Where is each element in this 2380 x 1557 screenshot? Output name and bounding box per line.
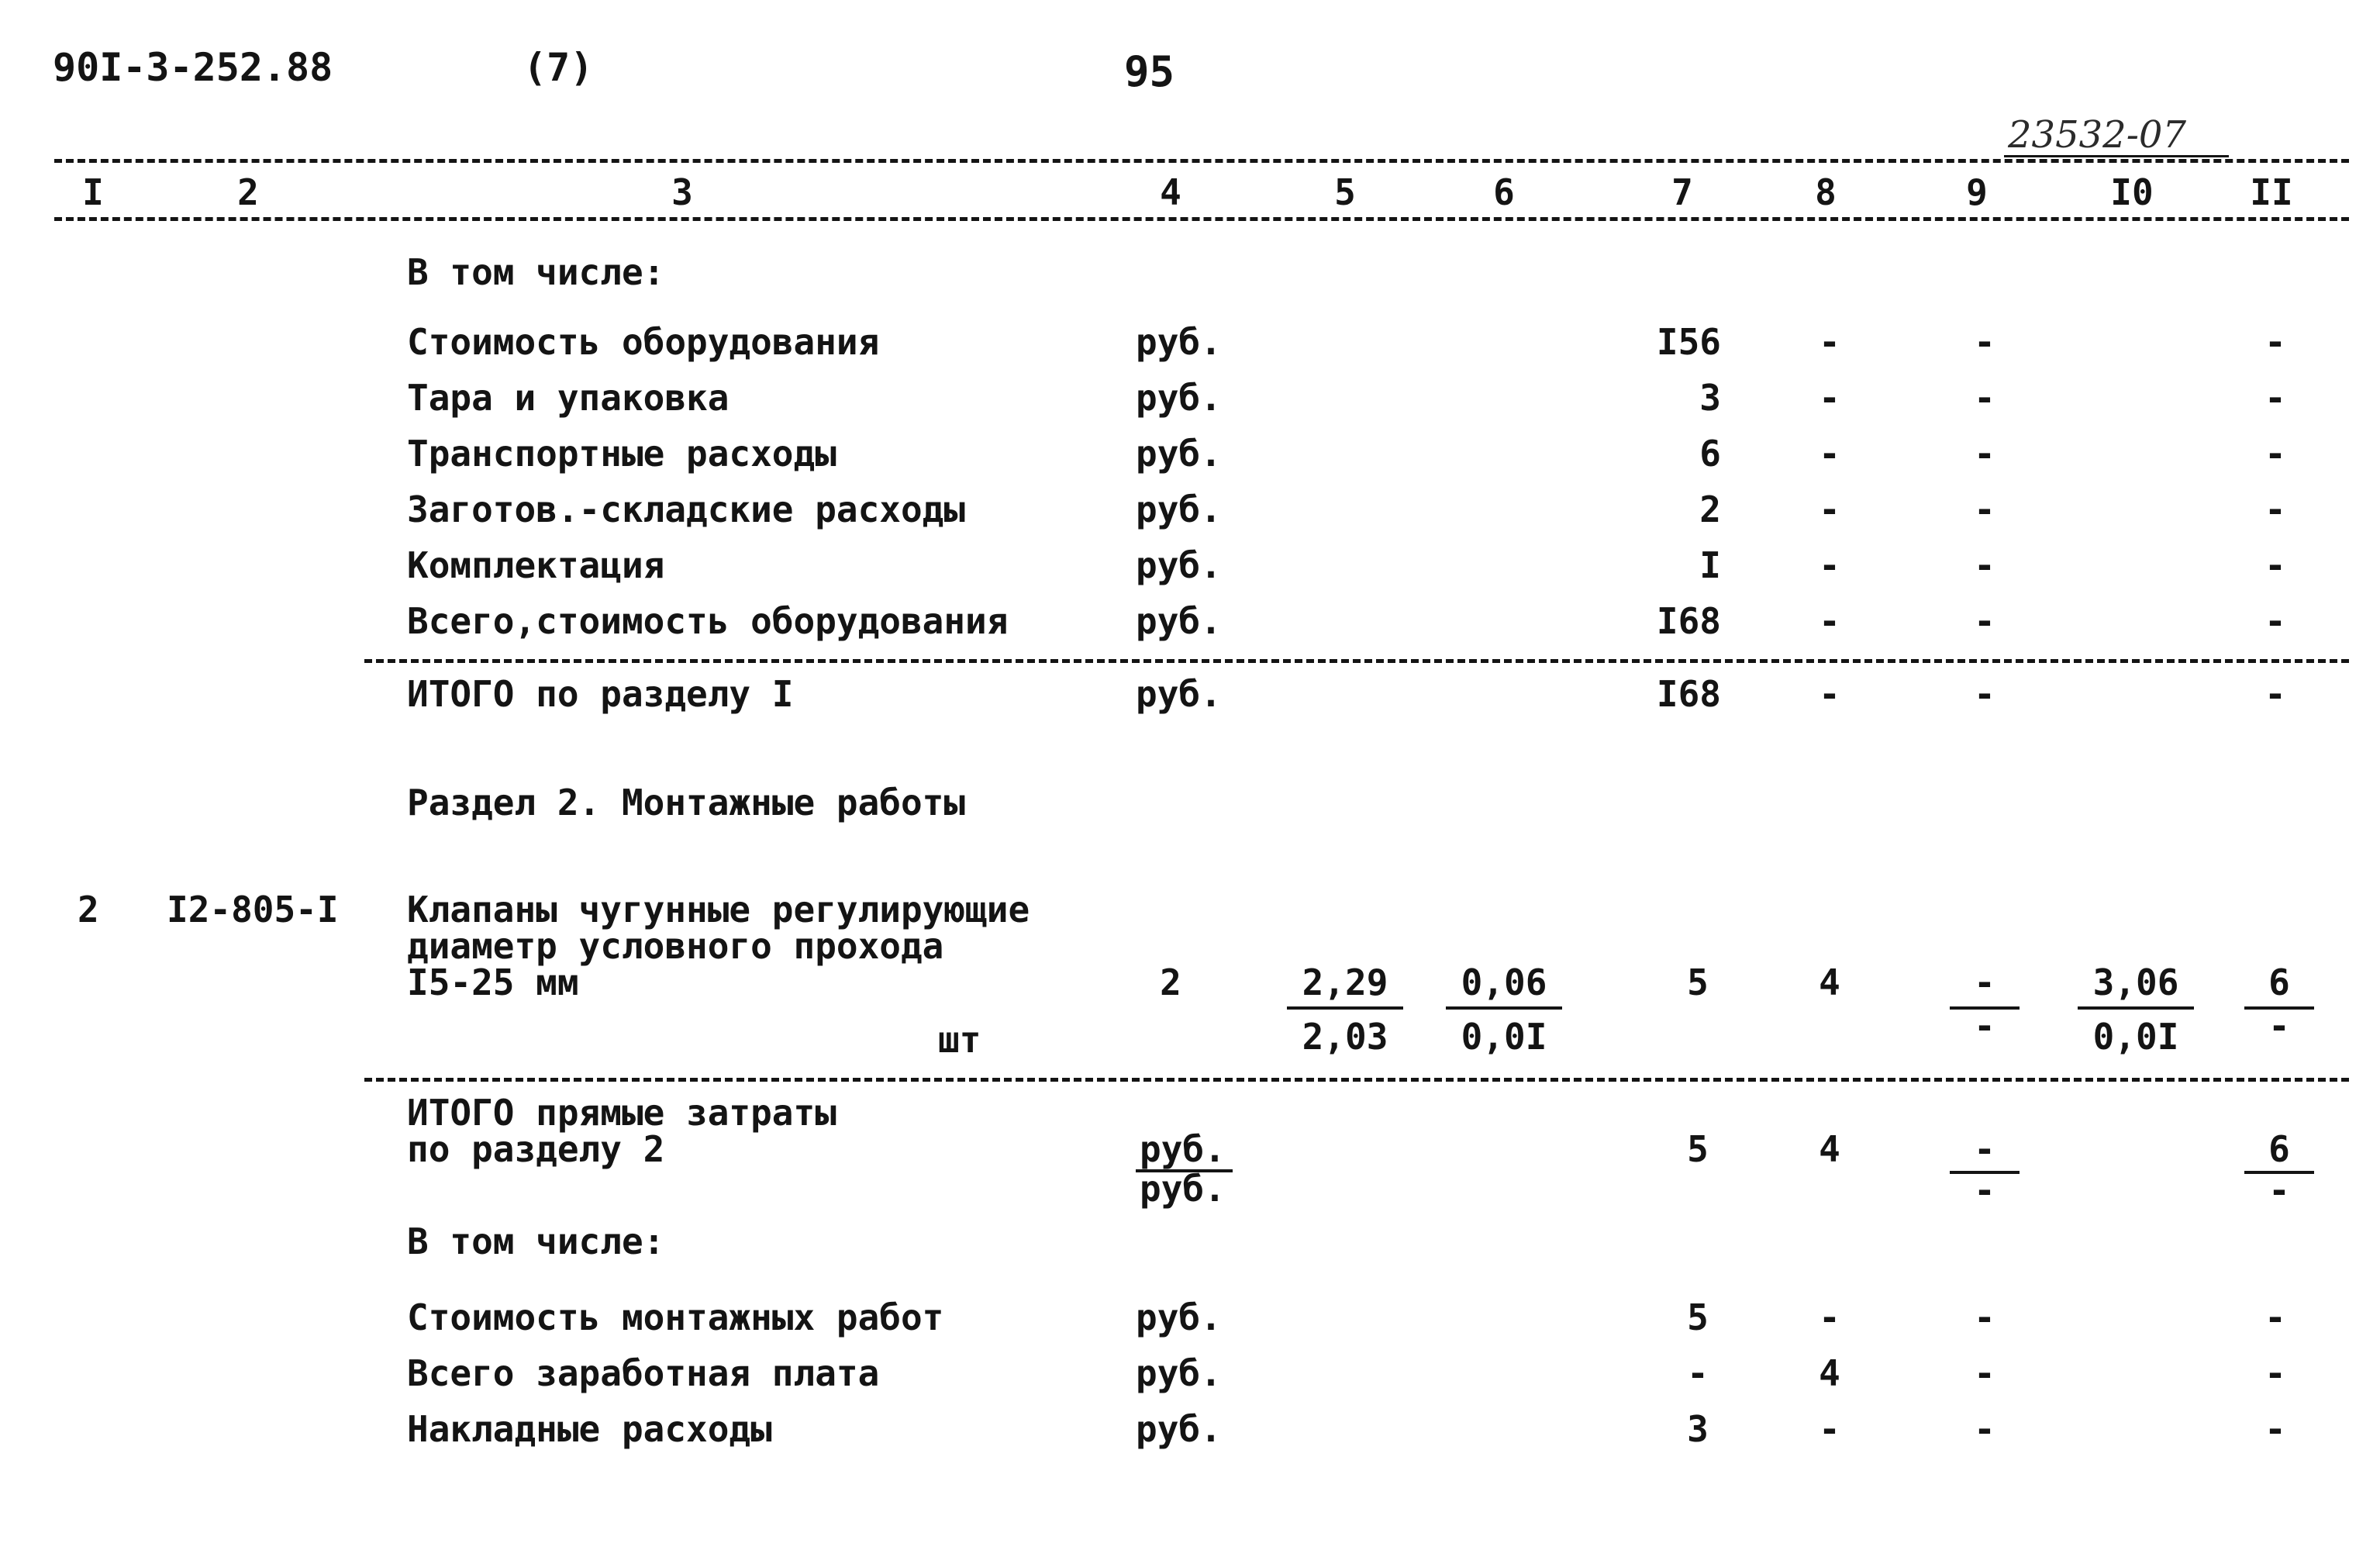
total-col8: 4 <box>1819 1128 1840 1170</box>
row-col7: 5 <box>1687 1296 1709 1338</box>
item-col5-top: 2,29 <box>1302 961 1388 1003</box>
row-name: Стоимость оборудования <box>407 321 880 363</box>
row-name: Комплектация <box>407 544 665 586</box>
row-col9: - <box>1974 377 1995 419</box>
row-name: Транспортные расходы <box>407 433 836 475</box>
item-col6-fraction-bar <box>1446 1006 1562 1010</box>
total-col9-bottom: - <box>1974 1169 1995 1211</box>
item-name-line: I5-25 мм <box>407 961 579 1003</box>
including-label: В том числе: <box>407 1220 665 1262</box>
item-number: 2 <box>78 889 99 930</box>
column-header: 6 <box>1493 171 1515 213</box>
row-col8: - <box>1819 1408 1840 1450</box>
including-label: В том числе: <box>407 251 665 293</box>
row-col9: - <box>1974 433 1995 475</box>
total-name-line: ИТОГО прямые затраты <box>407 1092 836 1134</box>
column-header: II <box>2250 171 2293 213</box>
item-col10-fraction-bar <box>2078 1006 2194 1010</box>
total-col7: I68 <box>1656 673 1721 715</box>
sheet-reference: (7) <box>523 45 594 90</box>
row-unit: руб. <box>1136 544 1222 586</box>
row-name: Всего,стоимость оборудования <box>407 600 1009 642</box>
total-col9-top: - <box>1974 1128 1995 1170</box>
item-name-line: Клапаны чугунные регулирующие <box>407 889 1030 930</box>
row-unit: руб. <box>1136 1408 1222 1450</box>
column-header: 7 <box>1671 171 1693 213</box>
total-name: ИТОГО по разделу I <box>407 673 794 715</box>
row-unit: руб. <box>1136 321 1222 363</box>
archive-number-underline <box>2004 155 2229 157</box>
item-unit: шт <box>938 1019 981 1061</box>
total-col7: 5 <box>1687 1128 1709 1170</box>
row-unit: руб. <box>1136 1296 1222 1338</box>
column-header: 3 <box>671 171 693 213</box>
row-col11: - <box>2264 377 2286 419</box>
total-col9: - <box>1974 673 1995 715</box>
row-col7: I56 <box>1656 321 1721 363</box>
row-col7: I68 <box>1656 600 1721 642</box>
page-number: 95 <box>1124 47 1175 96</box>
total-col11-top: 6 <box>2268 1128 2290 1170</box>
row-unit: руб. <box>1136 433 1222 475</box>
document-code: 90I-3-252.88 <box>53 45 333 90</box>
row-col9: - <box>1974 321 1995 363</box>
item-name-line: диаметр условного прохода <box>407 925 944 967</box>
item-col6-top: 0,06 <box>1461 961 1547 1003</box>
row-col8: - <box>1819 321 1840 363</box>
row-col9: - <box>1974 1296 1995 1338</box>
row-col11: - <box>2264 1352 2286 1394</box>
row-name: Тара и упаковка <box>407 377 730 419</box>
row-col9: - <box>1974 600 1995 642</box>
row-col8: - <box>1819 433 1840 475</box>
archive-number: 23532-07 <box>2008 113 2186 157</box>
column-header: 8 <box>1815 171 1837 213</box>
item-col10-bottom: 0,0I <box>2092 1016 2179 1058</box>
row-col7: 3 <box>1687 1408 1709 1450</box>
item-col11-top: 6 <box>2268 961 2290 1003</box>
row-name: Заготов.-складские расходы <box>407 489 966 530</box>
row-name: Накладные расходы <box>407 1408 772 1450</box>
row-col9: - <box>1974 544 1995 586</box>
column-header: 2 <box>237 171 259 213</box>
column-header: I <box>82 171 104 213</box>
section2-title: Раздел 2. Монтажные работы <box>407 782 966 823</box>
column-header: I0 <box>2110 171 2154 213</box>
row-name: Всего заработная плата <box>407 1352 880 1394</box>
row-col11: - <box>2264 1296 2286 1338</box>
row-name: Стоимость монтажных работ <box>407 1296 944 1338</box>
row-col9: - <box>1974 1352 1995 1394</box>
row-unit: руб. <box>1136 600 1222 642</box>
total-col11-bottom: - <box>2268 1169 2290 1211</box>
row-col7: 3 <box>1699 377 1721 419</box>
row-col11: - <box>2264 600 2286 642</box>
row-col8: - <box>1819 377 1840 419</box>
item-quantity: 2 <box>1160 961 1181 1003</box>
row-col11: - <box>2264 544 2286 586</box>
total-col8: - <box>1819 673 1840 715</box>
item-col8: 4 <box>1819 961 1840 1003</box>
row-unit: руб. <box>1136 377 1222 419</box>
row-col8: - <box>1819 489 1840 530</box>
column-header: 9 <box>1966 171 1988 213</box>
row-unit: руб. <box>1136 1352 1222 1394</box>
column-header: 4 <box>1160 171 1181 213</box>
row-col8: - <box>1819 600 1840 642</box>
row-col11: - <box>2264 1408 2286 1450</box>
row-col7: - <box>1687 1352 1709 1394</box>
item-col5-fraction-bar <box>1287 1006 1403 1010</box>
total-col11: - <box>2264 673 2286 715</box>
column-header: 5 <box>1334 171 1356 213</box>
row-col8: - <box>1819 544 1840 586</box>
total-name-line: по разделу 2 <box>407 1128 665 1170</box>
row-unit: руб. <box>1136 489 1222 530</box>
header-top-rule <box>54 159 2349 163</box>
total-unit-top: руб. <box>1140 1128 1226 1170</box>
row-col8: 4 <box>1819 1352 1840 1394</box>
row-col9: - <box>1974 1408 1995 1450</box>
item-col5-bottom: 2,03 <box>1302 1016 1388 1058</box>
row-col7: I <box>1699 544 1721 586</box>
item-code: I2-805-I <box>167 889 339 930</box>
item-col9-top: - <box>1974 961 1995 1003</box>
row-col8: - <box>1819 1296 1840 1338</box>
row-col7: 2 <box>1699 489 1721 530</box>
row-col7: 6 <box>1699 433 1721 475</box>
section2-total-rule <box>364 1078 2349 1082</box>
total-unit-bottom: руб. <box>1140 1168 1226 1210</box>
total-unit: руб. <box>1136 673 1222 715</box>
row-col11: - <box>2264 489 2286 530</box>
item-col7: 5 <box>1687 961 1709 1003</box>
row-col11: - <box>2264 321 2286 363</box>
item-col11-bottom: - <box>2268 1005 2290 1047</box>
item-col10-top: 3,06 <box>2092 961 2179 1003</box>
item-col6-bottom: 0,0I <box>1461 1016 1547 1058</box>
row-col11: - <box>2264 433 2286 475</box>
header-bottom-rule <box>54 217 2349 221</box>
row-col9: - <box>1974 489 1995 530</box>
section1-total-rule <box>364 659 2349 663</box>
item-col9-bottom: - <box>1974 1005 1995 1047</box>
